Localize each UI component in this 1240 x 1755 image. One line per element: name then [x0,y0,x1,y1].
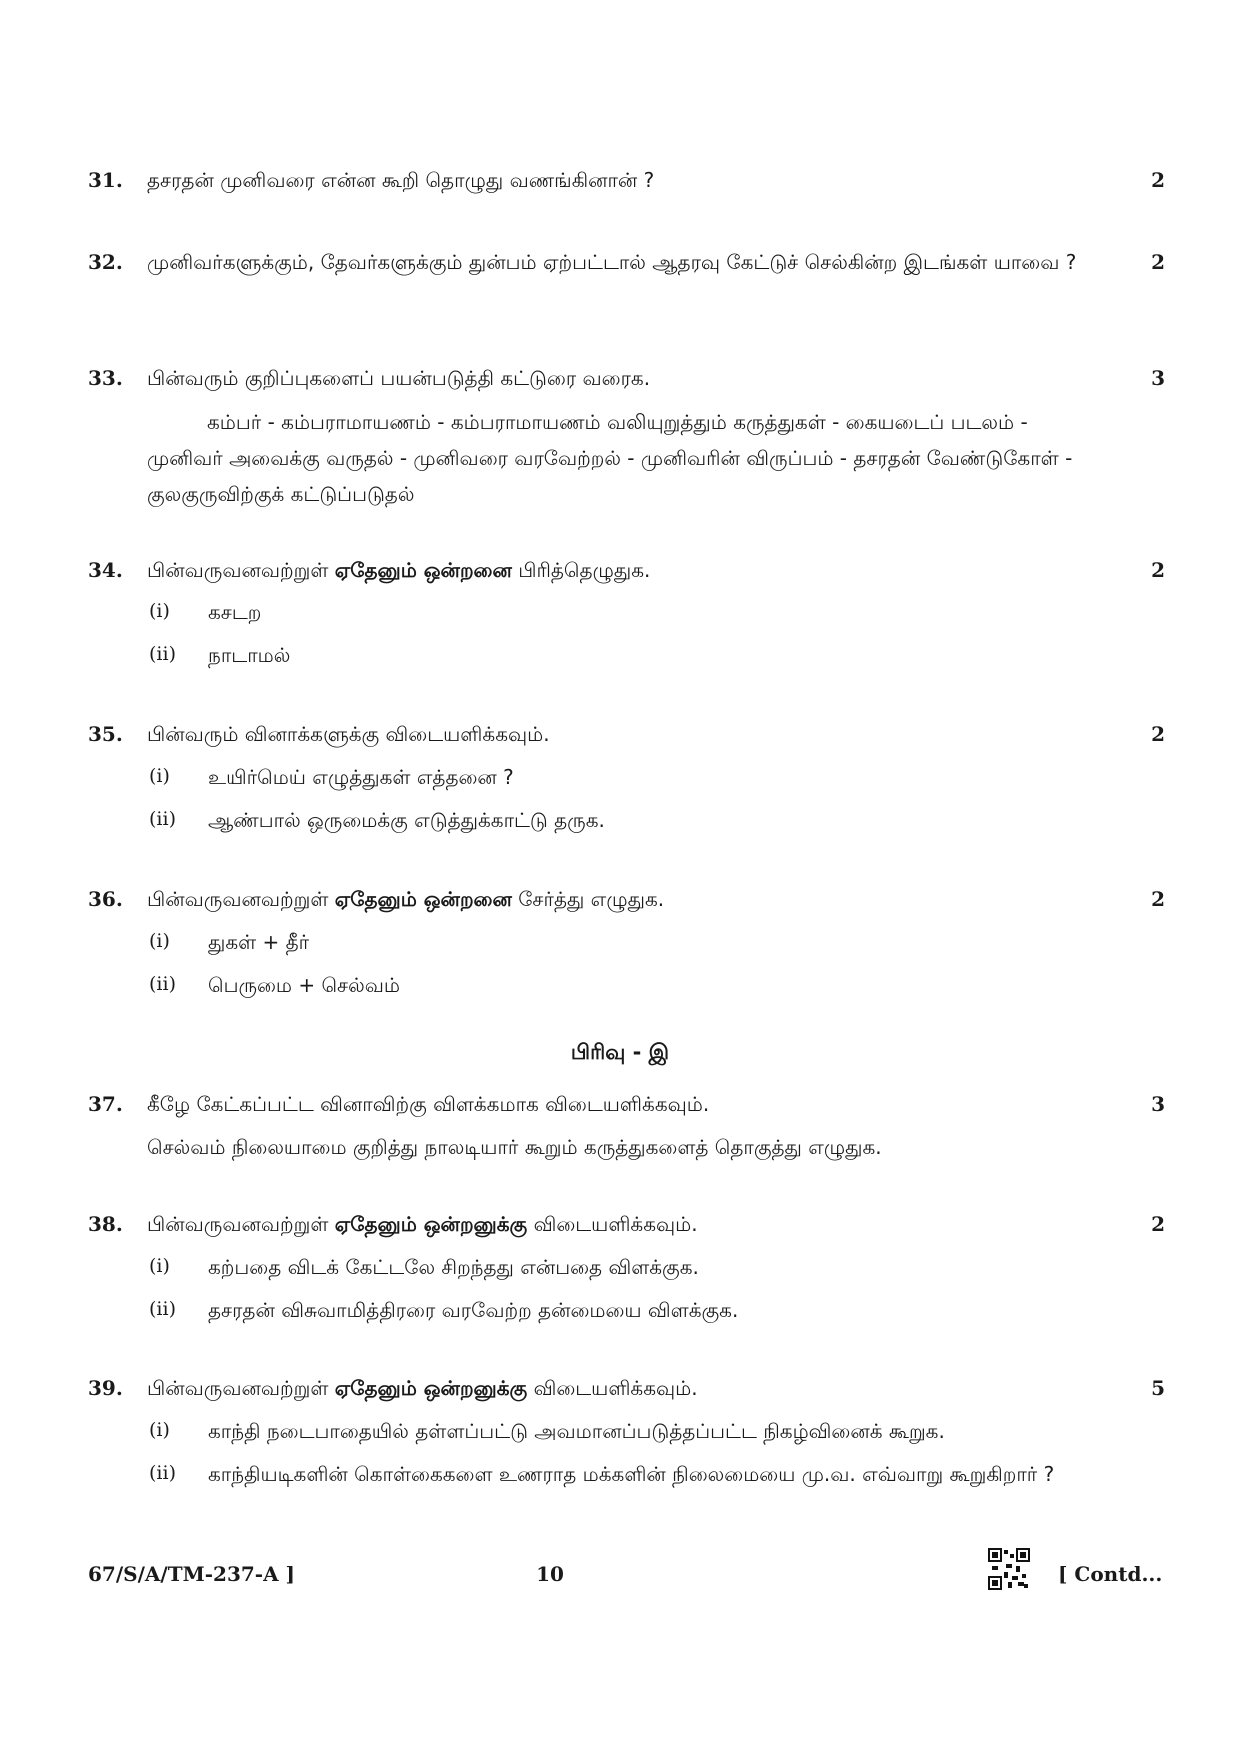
question-text: கீழே கேட்கப்பட்ட வினாவிற்கு விளக்கமாக விடையளிக்கவும். [147,1092,710,1116]
paper-code: 67/S/A/TM-237-A ] [88,1562,296,1586]
sub-numeral: (i) [149,1255,170,1277]
question-number: 35. [88,722,123,746]
question-number: 39. [88,1376,123,1400]
section-heading: பிரிவு - இ [570,1040,670,1064]
qr-code-icon [988,1548,1030,1590]
sub-text: நாடாமல் [208,643,291,667]
sub-numeral: (i) [149,1419,170,1441]
question-text: பின்வருவனவற்றுள் ஏதேனும் ஒன்றனை பிரித்தெழுதுக. [147,558,651,582]
sub-text: ஆண்பால் ஒருமைக்கு எடுத்துக்காட்டு தருக. [208,808,605,832]
question-detail: செல்வம் நிலையாமை குறித்து நாலடியார் கூறும் கருத்துகளைத் தொகுத்து எழுதுக. [147,1135,882,1159]
sub-numeral: (ii) [149,1298,176,1320]
question-marks: 3 [1151,366,1165,390]
question-marks: 2 [1151,1212,1165,1236]
sub-numeral: (i) [149,930,170,952]
question-marks: 2 [1151,250,1165,274]
essay-hints: கம்பர் - கம்பராமாயணம் - கம்பராமாயணம் வலியுறுத்தும் கருத்துகள் - கையடைப் படலம் - முனிவர் அவைக்கு வருதல் - முனிவரை வரவேற்றல் - முனிவரின் விருப்பம் - தசரதன் வேண்டுகோள் - குலகுருவிற்குக் கட்டுப்படுதல் [147,410,1073,506]
sub-text: பெருமை + செல்வம் [208,973,400,997]
question-text: முனிவர்களுக்கும், தேவர்களுக்கும் துன்பம் ஏற்பட்டால் ஆதரவு கேட்டுச் செல்கின்ற இடங்கள் யாவை ? [147,250,1077,274]
question-number: 37. [88,1092,123,1116]
question-number: 36. [88,887,123,911]
sub-numeral: (i) [149,765,170,787]
question-text: பின்வருவனவற்றுள் ஏதேனும் ஒன்றனுக்கு விடையளிக்கவும். [147,1212,698,1236]
sub-text: காந்தியடிகளின் கொள்கைகளை உணராத மக்களின் நிலைமையை மு.வ. எவ்வாறு கூறுகிறார் ? [208,1462,1055,1486]
question-text: தசரதன் முனிவரை என்ன கூறி தொழுது வணங்கினான் ? [147,168,655,192]
sub-text: துகள் + தீர் [208,930,310,954]
question-number: 34. [88,558,123,582]
sub-numeral: (ii) [149,973,176,995]
question-marks: 2 [1151,887,1165,911]
sub-numeral: (i) [149,600,170,622]
question-number: 32. [88,250,123,274]
page-number: 10 [536,1562,564,1586]
question-number: 31. [88,168,123,192]
question-marks: 2 [1151,168,1165,192]
sub-text: உயிர்மெய் எழுத்துகள் எத்தனை ? [208,765,514,789]
sub-numeral: (ii) [149,643,176,665]
sub-text: தசரதன் விசுவாமித்திரரை வரவேற்ற தன்மையை விளக்குக. [208,1298,739,1322]
question-number: 33. [88,366,123,390]
question-marks: 5 [1151,1376,1165,1400]
sub-text: கசடற [208,600,262,624]
sub-text: கற்பதை விடக் கேட்டலே சிறந்தது என்பதை விளக்குக. [208,1255,699,1279]
sub-numeral: (ii) [149,808,176,830]
question-text: பின்வருவனவற்றுள் ஏதேனும் ஒன்றனுக்கு விடையளிக்கவும். [147,1376,698,1400]
question-marks: 3 [1151,1092,1165,1116]
sub-text: காந்தி நடைபாதையில் தள்ளப்பட்டு அவமானப்படுத்தப்பட்ட நிகழ்வினைக் கூறுக. [208,1419,945,1443]
question-text: பின்வரும் வினாக்களுக்கு விடையளிக்கவும். [147,722,550,746]
continued-marker: [ Contd... [1058,1562,1163,1586]
question-text: பின்வரும் குறிப்புகளைப் பயன்படுத்தி கட்டுரை வரைக. [147,366,651,390]
question-text: பின்வருவனவற்றுள் ஏதேனும் ஒன்றனை சேர்த்து எழுதுக. [147,887,665,911]
question-marks: 2 [1151,722,1165,746]
question-number: 38. [88,1212,123,1236]
sub-numeral: (ii) [149,1462,176,1484]
question-marks: 2 [1151,558,1165,582]
